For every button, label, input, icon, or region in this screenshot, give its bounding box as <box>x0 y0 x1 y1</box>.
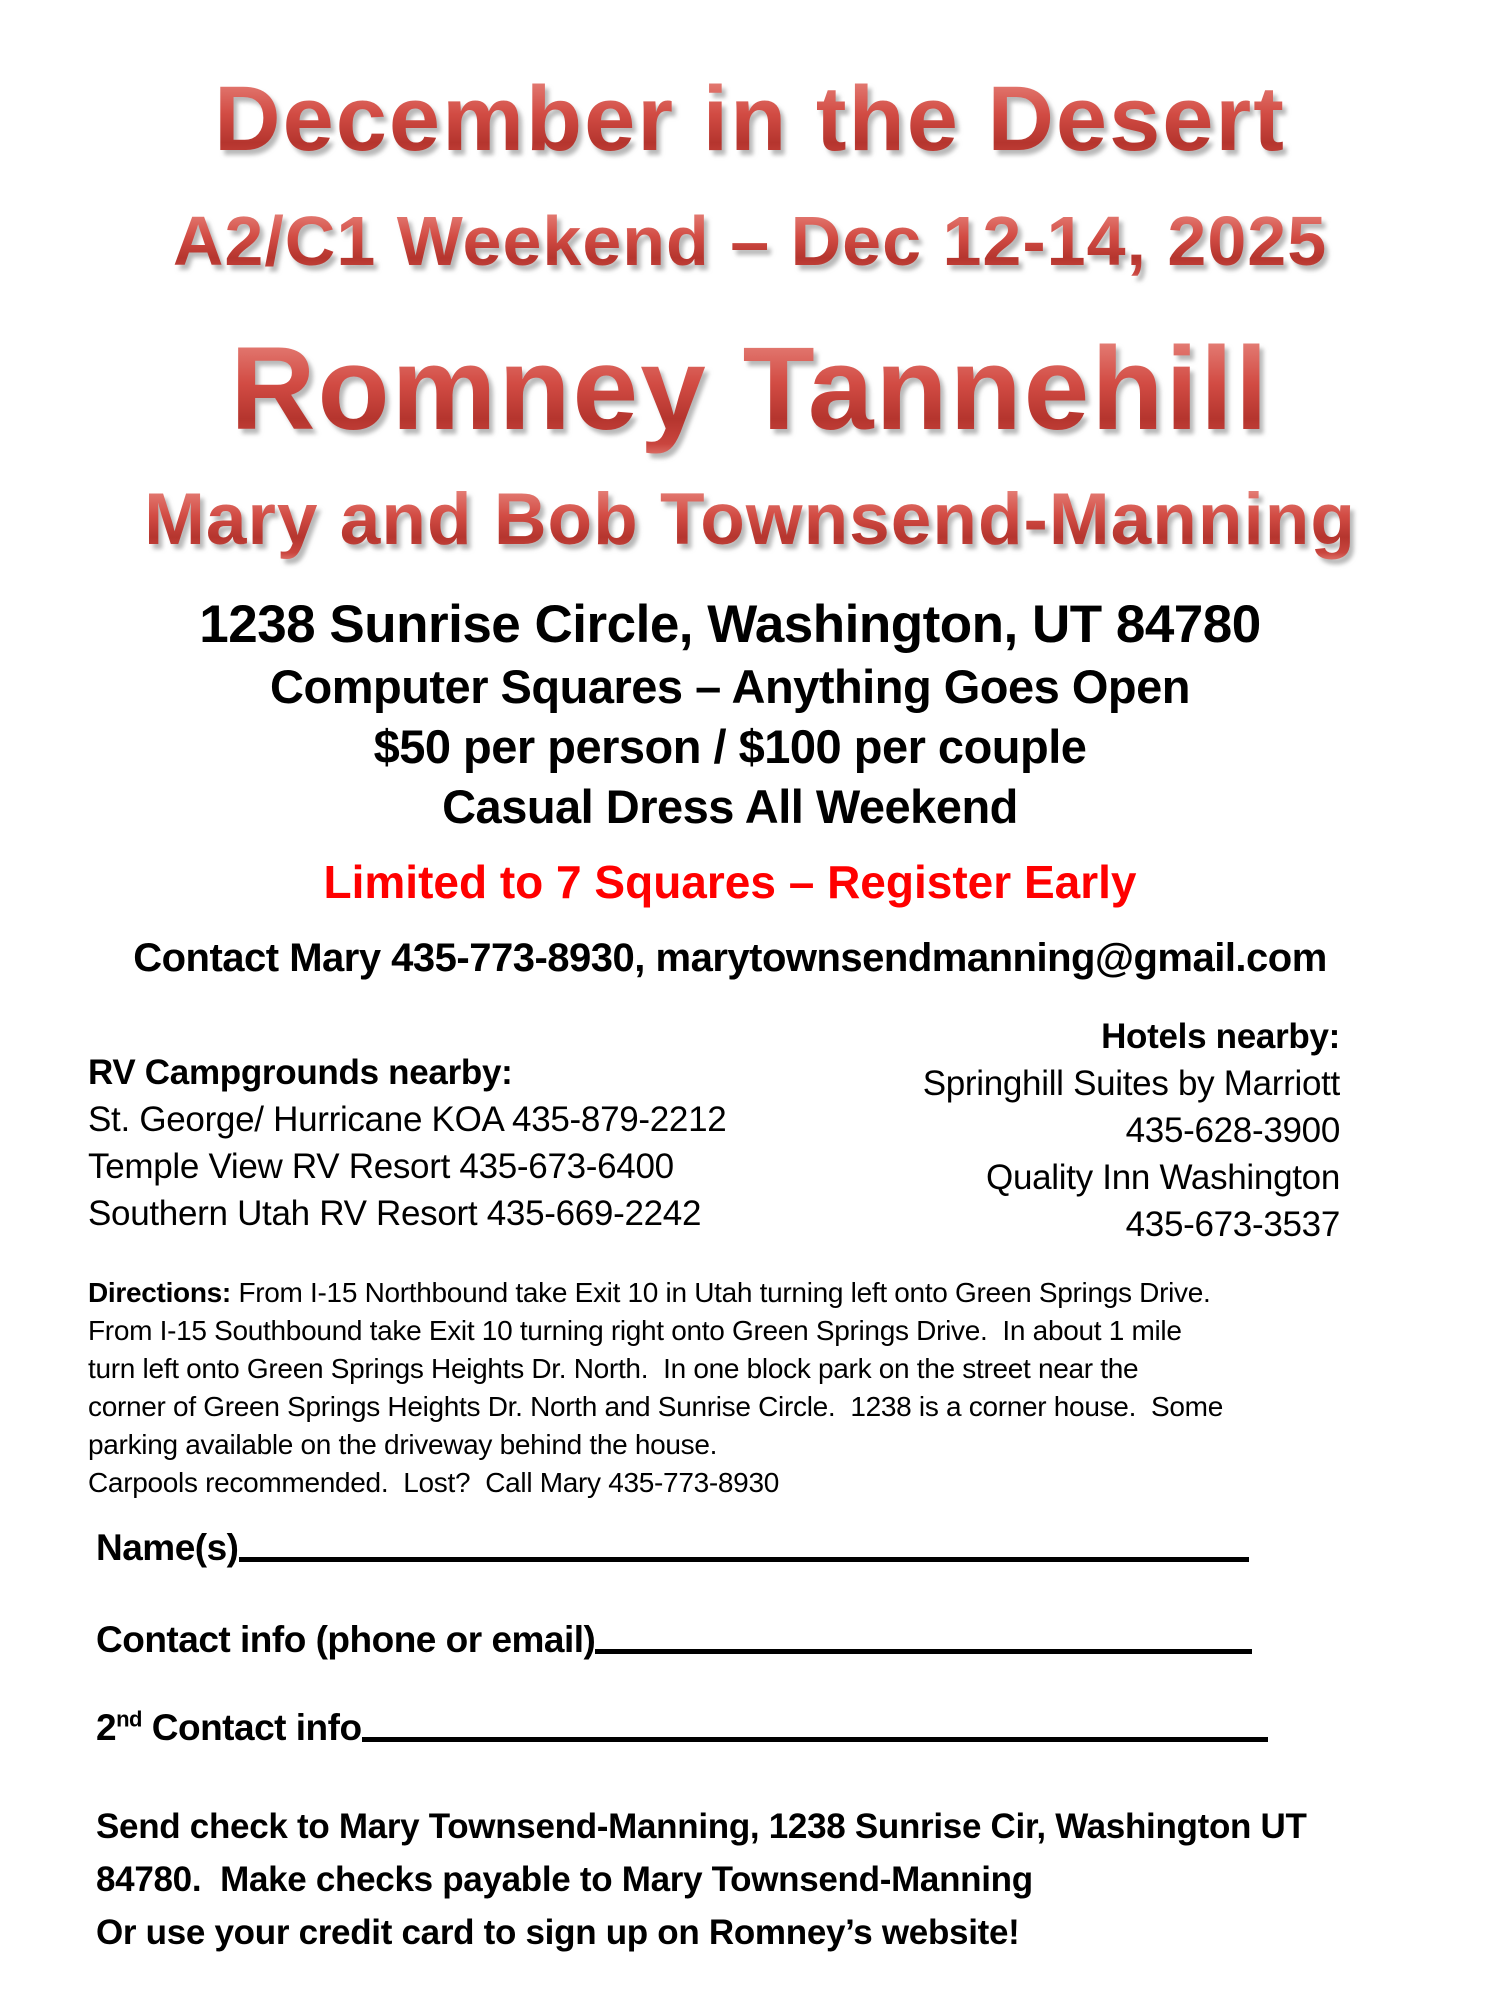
rv-campgrounds-column <box>88 1013 726 1248</box>
directions-label: Directions: <box>88 1276 231 1308</box>
lodging-section <box>0 1013 1500 1248</box>
hotel-item: 435-628-3900 <box>1125 1110 1340 1150</box>
directions-line: turn left onto Green Springs Heights Dr. North. In one block park on the street near the <box>88 1352 1139 1384</box>
carpool-line: Carpools recommended. Lost? Call Mary 435-773-8930 <box>88 1466 779 1498</box>
payment-line: 84780. Make checks payable to Mary Townsend-Manning <box>96 1859 1033 1899</box>
name-fill-line[interactable] <box>239 1557 1250 1562</box>
event-title: December in the Desert <box>0 62 1500 177</box>
rv-campground-item: St. George/ Hurricane KOA 435-879-2212 <box>88 1099 727 1139</box>
payment-line: Or use your credit card to sign up on Romney’s website! <box>96 1912 1020 1952</box>
name-row <box>96 1518 1249 1570</box>
venue-address: 1238 Sunrise Circle, Washington, UT 84780 <box>199 594 1261 654</box>
registration-form <box>0 1518 1500 1750</box>
contact-info-fill-line[interactable] <box>595 1649 1252 1654</box>
second-contact-fill-line[interactable] <box>362 1737 1268 1742</box>
directions-paragraph <box>0 1274 1500 1502</box>
directions-line <box>88 1274 1500 1312</box>
hotels-heading: Hotels nearby: <box>1101 1016 1340 1056</box>
second-contact-label <box>96 1706 362 1750</box>
directions-text: From I-15 Northbound take Exit 10 in Utah turning left onto Green Springs Drive. <box>238 1276 1211 1308</box>
second-contact-text: Contact info <box>141 1706 362 1748</box>
hosts-names: Mary and Bob Townsend-Manning <box>0 477 1500 563</box>
dress-code-line: Casual Dress All Weekend <box>442 779 1018 833</box>
second-contact-row <box>96 1698 1268 1750</box>
price-line: $50 per person / $100 per couple <box>373 719 1087 773</box>
hotel-item: Quality Inn Washington <box>986 1157 1340 1197</box>
event-level-dates: A2/C1 Weekend – Dec 12-14, 2025 <box>0 199 1500 283</box>
contact-info-label: Contact info (phone or email) <box>96 1618 596 1660</box>
hotels-column <box>923 1013 1340 1248</box>
rv-campground-item: Southern Utah RV Resort 435-669-2242 <box>88 1193 702 1233</box>
event-details <box>0 593 1500 985</box>
directions-line: parking available on the driveway behind the house. <box>88 1428 718 1460</box>
hotel-item: 435-673-3537 <box>1125 1204 1340 1244</box>
payment-instructions <box>0 1800 1500 1959</box>
caller-name: Romney Tannehill <box>0 319 1500 461</box>
payment-line: Send check to Mary Townsend-Manning, 1238 Sunrise Cir, Washington UT <box>96 1806 1307 1846</box>
directions-line: corner of Green Springs Heights Dr. North and Sunrise Circle. 1238 is a corner house. Some <box>88 1390 1223 1422</box>
contact-info-row <box>96 1610 1252 1662</box>
hotel-item: Springhill Suites by Marriott <box>922 1063 1340 1103</box>
headline-block <box>0 62 1500 563</box>
program-line: Computer Squares – Anything Goes Open <box>270 659 1190 713</box>
squares-limit-line: Limited to 7 Squares – Register Early <box>323 855 1137 908</box>
second-contact-number: 2 <box>96 1706 117 1748</box>
contact-line: Contact Mary 435-773-8930, marytownsendmanning@gmail.com <box>133 935 1327 980</box>
directions-line: From I-15 Southbound take Exit 10 turning right onto Green Springs Drive. In about 1 mile <box>88 1314 1182 1346</box>
rv-campground-item: Temple View RV Resort 435-673-6400 <box>88 1146 674 1186</box>
second-contact-ordinal: nd <box>116 1706 142 1732</box>
name-label: Name(s) <box>96 1526 239 1568</box>
rv-campgrounds-heading: RV Campgrounds nearby: <box>88 1052 513 1092</box>
